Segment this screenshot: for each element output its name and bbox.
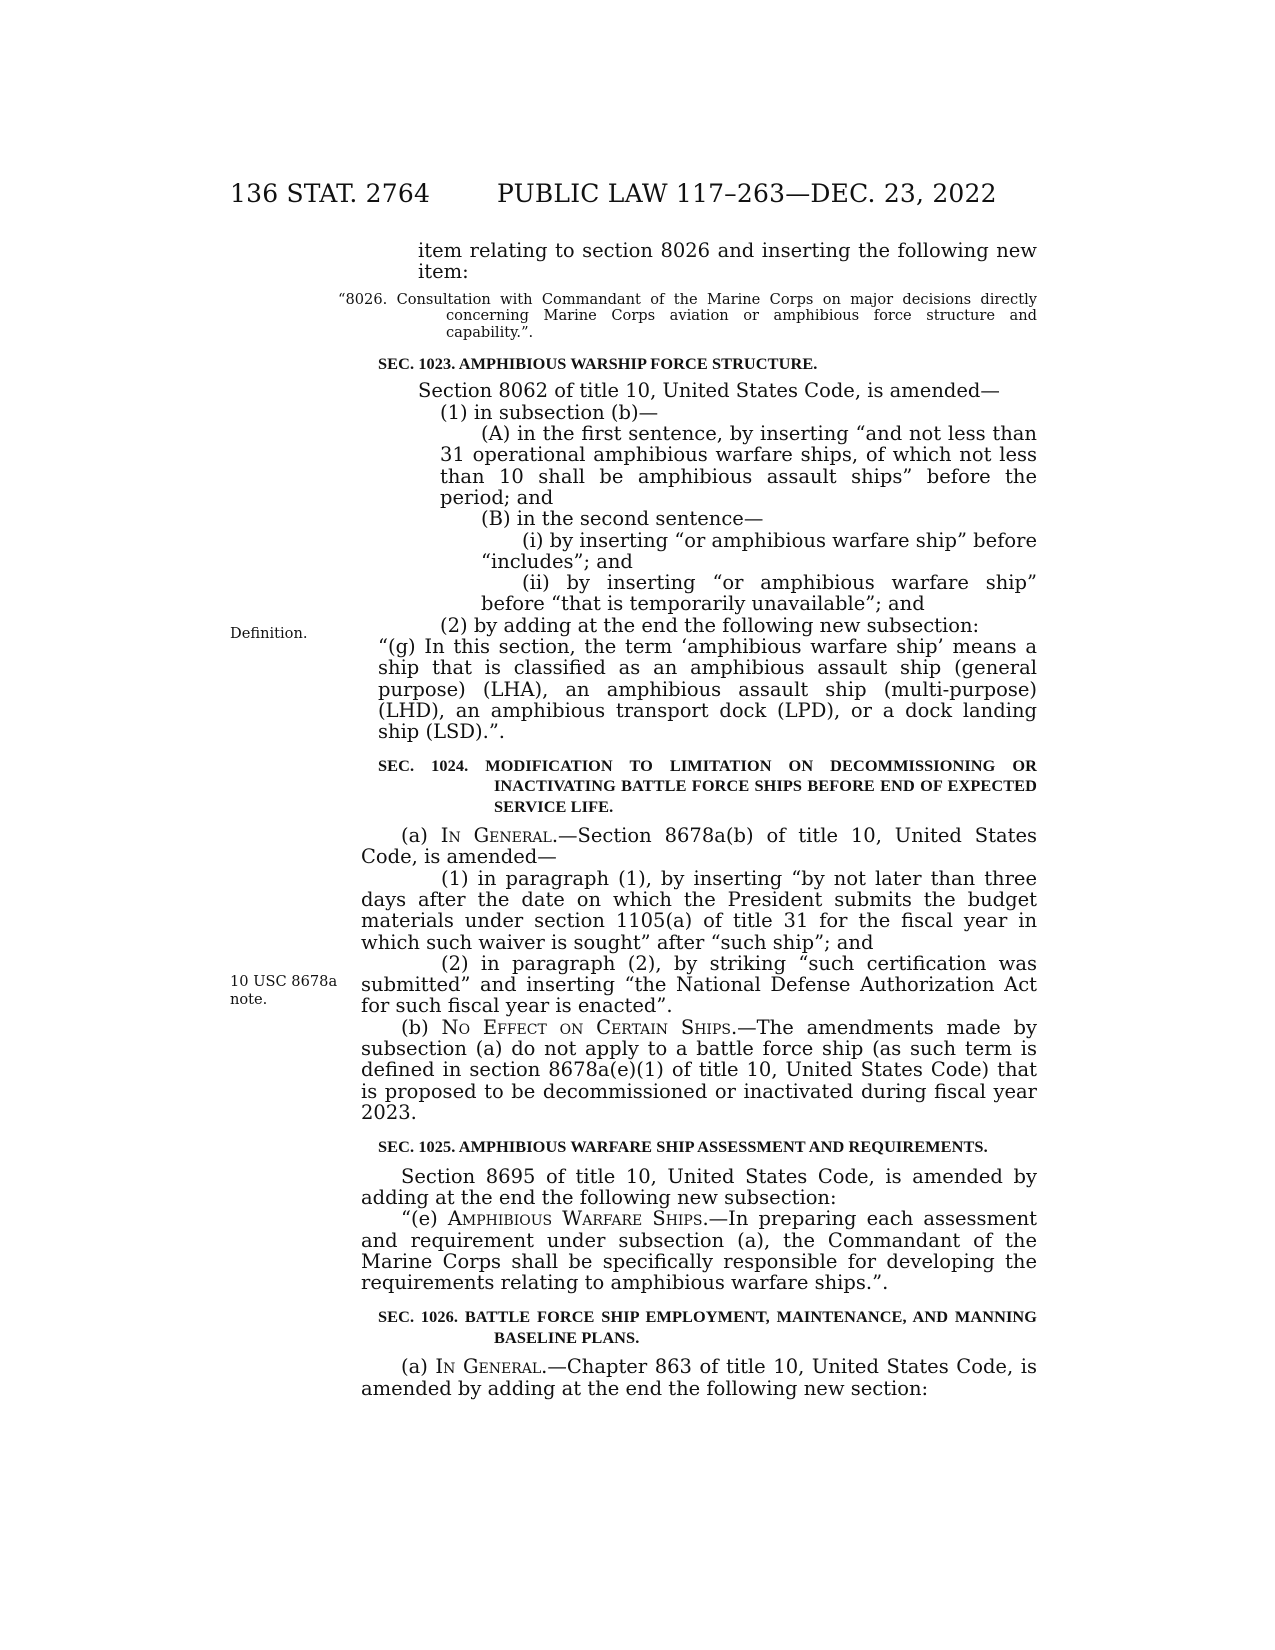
sec1023-p2: (1) in subsection (b)— (440, 400, 659, 424)
section-heading-1024: SEC. 1024. MODIFICATION TO LIMITATION ON DECOMMISSIONING OR INACTIVATING BATTLE FORCE SHIPS BEFORE END OF EXPECTED SERVICE LIFE. (378, 755, 1037, 816)
sec1024-b-text: —The amendments made by subsection (a) do not apply to a battle force ship (as such term is defined in section 8678a(e)(1) of title 10, United States Code) that is proposed to be decommissioned or inactivated during fiscal year 2023. (361, 1015, 1037, 1124)
section-heading-1023: SEC. 1023. AMPHIBIOUS WARSHIP FORCE STRUCTURE. (378, 353, 818, 373)
sec1023-p8-text: “(g) In this section, the term ‘amphibious warfare ship’ means a ship that is classified as an amphibious assault ship (general purpose) (LHA), an amphibious assault ship (multi-purpose) (LHD), an amphibious transport dock (LPD), or a dock landing ship (LSD).”. (378, 635, 1037, 744)
sec1026-a-prefix: (a) (401, 1355, 436, 1379)
sec1025-e (361, 1208, 1037, 1293)
sec1024-a-prefix: (a) (401, 824, 441, 848)
sec1023-p8 (338, 636, 1037, 742)
sec1025-e-caption: Amphibious Warfare Ships. (447, 1207, 709, 1231)
running-header: PUBLIC LAW 117–263—DEC. 23, 2022 (497, 179, 997, 208)
margin-note-usc-line2: note. (230, 990, 268, 1008)
sec1025-e-prefix: “(e) (401, 1207, 448, 1231)
sec1025-p1: Section 8695 of title 10, United States Code, is amended by adding at the end the following new subsection: (361, 1164, 1037, 1209)
section-heading-1026: SEC. 1026. BATTLE FORCE SHIP EMPLOYMENT, MAINTENANCE, AND MANNING BASELINE PLANS. (378, 1307, 1037, 1347)
sec1024-b (361, 1017, 1037, 1123)
section-heading-1025: SEC. 1025. AMPHIBIOUS WARFARE SHIP ASSESSMENT AND REQUIREMENTS. (378, 1137, 988, 1157)
sec1024-p1: (1) in paragraph (1), by inserting “by not later than three days after the date on which the President submits the budget materials under section 1105(a) of title 31 for the fiscal year in which such waiver is sought” after “such ship”; and (361, 866, 1037, 954)
statute-page-number: 136 STAT. 2764 (230, 179, 431, 208)
sec1023-p3: (A) in the first sentence, by inserting “and not less than 31 operational amphibious warfare ships, of which not less than 10 shall be amphibious assault ships” before the period; and (440, 422, 1037, 509)
sec1026-a-caption: In General. (435, 1355, 548, 1379)
sec1023-p4: (B) in the second sentence— (481, 507, 764, 531)
sec1024-a-text: —Section 8678a(b) of title 10, United States Code, is amended— (361, 824, 1037, 869)
sec1024-b-prefix: (b) (401, 1015, 442, 1039)
sec1023-p7: (2) by adding at the end the following new subsection: (440, 613, 980, 637)
sec1023-p1: Section 8062 of title 10, United States Code, is amended— (418, 379, 1000, 403)
sec1024-b-caption: No Effect on Certain Ships. (441, 1015, 738, 1039)
margin-note-usc (230, 973, 337, 1008)
toc-item: “8026. Consultation with Commandant of the Marine Corps on major decisions directly concerning Marine Corps aviation or amphibious force structure and capability.”. (338, 290, 1037, 342)
sec1024-p2: (2) in paragraph (2), by striking “such certification was submitted” and inserting “the National Defense Authorization Act for such fiscal year is enacted”. (361, 951, 1037, 1018)
sec1023-p5: (i) by inserting “or amphibious warfare ship” before “includes”; and (481, 528, 1038, 573)
sec1024-a-caption: In General. (440, 824, 559, 848)
sec1026-a-text: —Chapter 863 of title 10, United States Code, is amended by adding at the end the following new section: (361, 1355, 1037, 1400)
sec1026-a (361, 1356, 1037, 1399)
page-body (338, 239, 1038, 1400)
margin-note-definition: Definition. (230, 625, 308, 642)
margin-note-usc-line1: 10 USC 8678a (230, 973, 338, 990)
intro-paragraph: item relating to section 8026 and inserting the following new item: (418, 239, 1037, 284)
sec1023-p6: (ii) by inserting “or amphibious warfare ship” before “that is temporarily unavailable”; and (481, 571, 1037, 616)
sec1025-e-text: —In preparing each assessment and requirement under subsection (a), the Commandant of the Marine Corps shall be specifically responsible for developing the requirements relating to amphibious warfare ships.”. (361, 1207, 1037, 1295)
sec1024-a (361, 825, 1037, 868)
